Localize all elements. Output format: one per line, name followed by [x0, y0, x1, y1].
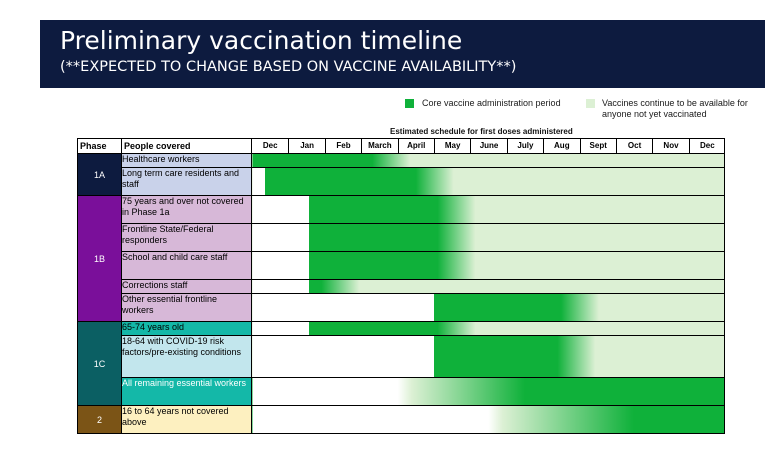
people-cell: 75 years and over not covered in Phase 1a: [122, 196, 252, 224]
title-banner: [40, 20, 765, 88]
header-row: [78, 139, 725, 154]
month-header: Feb: [325, 139, 361, 153]
month-header: July: [507, 139, 543, 153]
page-subtitle: (**EXPECTED TO CHANGE BASED ON VACCINE AVAILABILITY**): [60, 59, 517, 75]
month-header: Sept: [580, 139, 616, 153]
people-cell: Other essential frontline workers: [122, 294, 252, 322]
timeline-bar-cell: [252, 378, 725, 406]
legend-label-continued: Vaccines continue to be available for anyone not yet vaccinated: [602, 98, 748, 119]
month-header: Dec: [689, 139, 725, 153]
month-header: April: [398, 139, 434, 153]
phase-cell: 1C: [78, 322, 122, 406]
timeline-row: [78, 406, 725, 434]
timeline-body: [78, 154, 725, 434]
people-cell: Corrections staff: [122, 280, 252, 294]
timeline-bar-cell: [252, 322, 725, 336]
people-cell: School and child care staff: [122, 252, 252, 280]
timeline-bar-cell: [252, 294, 725, 322]
timeline-row: [78, 378, 725, 406]
phase-cell: 1B: [78, 196, 122, 322]
month-header-group: [252, 139, 725, 154]
month-header: March: [361, 139, 397, 153]
timeline-row: [78, 224, 725, 252]
phase-header: Phase: [78, 139, 122, 154]
timeline-bar-cell: [252, 252, 725, 280]
people-cell: 65-74 years old: [122, 322, 252, 336]
timeline-bar-cell: [252, 168, 725, 196]
month-header: Aug: [543, 139, 579, 153]
people-cell: All remaining essential workers: [122, 378, 252, 406]
month-header: Nov: [652, 139, 688, 153]
month-header: Oct: [616, 139, 652, 153]
people-header: People covered: [122, 139, 252, 154]
timeline-row: [78, 280, 725, 294]
month-header: May: [434, 139, 470, 153]
timeline-row: [78, 154, 725, 168]
people-cell: 18-64 with COVID-19 risk factors/pre-existing conditions: [122, 336, 252, 378]
people-cell: Frontline State/Federal responders: [122, 224, 252, 252]
legend-label-core: Core vaccine administration period: [422, 98, 561, 108]
month-header: Jan: [288, 139, 324, 153]
timeline-row: [78, 168, 725, 196]
timeline-row: [78, 336, 725, 378]
month-header: June: [470, 139, 506, 153]
page-title: Preliminary vaccination timeline: [60, 26, 463, 55]
legend-swatch-continued: [586, 99, 595, 108]
phase-cell: 2: [78, 406, 122, 434]
timeline-bar-cell: [252, 406, 725, 434]
timeline-bar-cell: [252, 196, 725, 224]
timeline-bar-cell: [252, 154, 725, 168]
people-cell: Healthcare workers: [122, 154, 252, 168]
timeline-row: [78, 294, 725, 322]
people-cell: 16 to 64 years not covered above: [122, 406, 252, 434]
timeline-bar-cell: [252, 224, 725, 252]
timeline-bar-cell: [252, 280, 725, 294]
timeline-bar-cell: [252, 336, 725, 378]
phase-cell: 1A: [78, 154, 122, 196]
people-cell: Long term care residents and staff: [122, 168, 252, 196]
timeline-row: [78, 252, 725, 280]
month-header: Dec: [262, 141, 278, 150]
schedule-title: Estimated schedule for first doses administered: [390, 127, 573, 136]
timeline-row: [78, 322, 725, 336]
legend-swatch-core: [405, 99, 414, 108]
timeline-row: [78, 196, 725, 224]
timeline-table: [77, 138, 725, 434]
